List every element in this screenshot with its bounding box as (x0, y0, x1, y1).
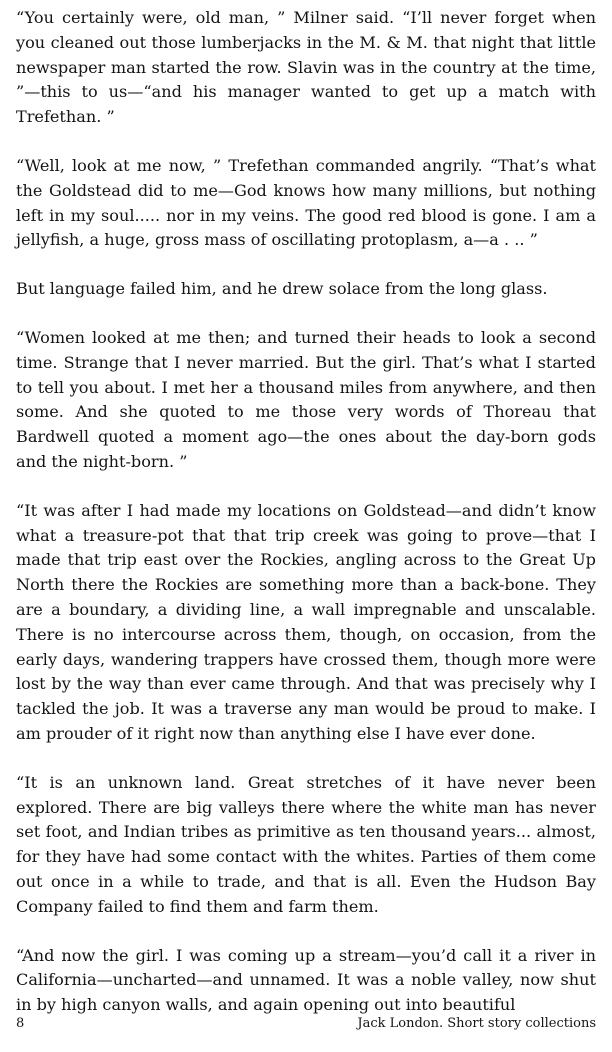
paragraph: “And now the girl. I was coming up a stream—you’d call it a river in California—uncharted—and unnamed. It was a noble valley, now shut in by high canyon walls, and again opening out into beautiful (16, 945, 596, 1015)
paragraph: “It was after I had made my locations on Goldstead—and didn’t know what a treasure-pot that that trip creek was going to prove—that I made that trip east over the Rockies, angling across to the Great Up North there the Rockies are something more than a back-bone. They are a boundary, a dividing line, a wall impregnable and unscalable. There is no intercourse across them, though, on occasion, from the early days, wandering trappers have crossed them, though more were lost by the way than ever came through. And that was precisely why I tackled the job. It was a traverse any man would be proud to make. I am prouder of it right now than anything else I have ever done. (16, 500, 596, 743)
running-title: Jack London. Short story collections (357, 1016, 596, 1031)
paragraph: “You certainly were, old man, ” Milner said. “I’ll never forget when you cleaned out those lumberjacks in the M. & M. that night that little newspaper man started the row. Slavin was in the country at the time, ”—this to us—“and his manager wanted to get up a match with Trefethan. ” (16, 8, 596, 127)
paragraph: “Women looked at me then; and turned their heads to look a second time. Strange that I never married. But the girl. That’s what I started to tell you about. I met her a thousand miles from anywhere, and then some. And she quoted to me those very words of Thoreau that Bardwell quoted a moment ago—the ones about the day-born gods and the night-born. ” (16, 327, 596, 471)
page-footer (16, 1015, 596, 1033)
body-text (16, 6, 596, 1042)
paragraph: But language failed him, and he drew solace from the long glass. (16, 279, 548, 299)
paragraph: “It is an unknown land. Great stretches of it have never been explored. There are big valleys there where the white man has never set foot, and Indian tribes as primitive as ten thousand years... almost, for they have had some contact with the whites. Parties of them come out once in a while to trade, and that is all. Even the Hudson Bay Company failed to find them and farm them. (16, 772, 596, 916)
page-number: 8 (16, 1016, 25, 1031)
paragraph: “Well, look at me now, ” Trefethan commanded angrily. “That’s what the Goldstead did to me—God knows how many millions, but nothing left in my soul..... nor in my veins. The good red blood is gone. I am a jellyfish, a huge, gross mass of oscillating protoplasm, a—a . .. ” (16, 155, 596, 250)
